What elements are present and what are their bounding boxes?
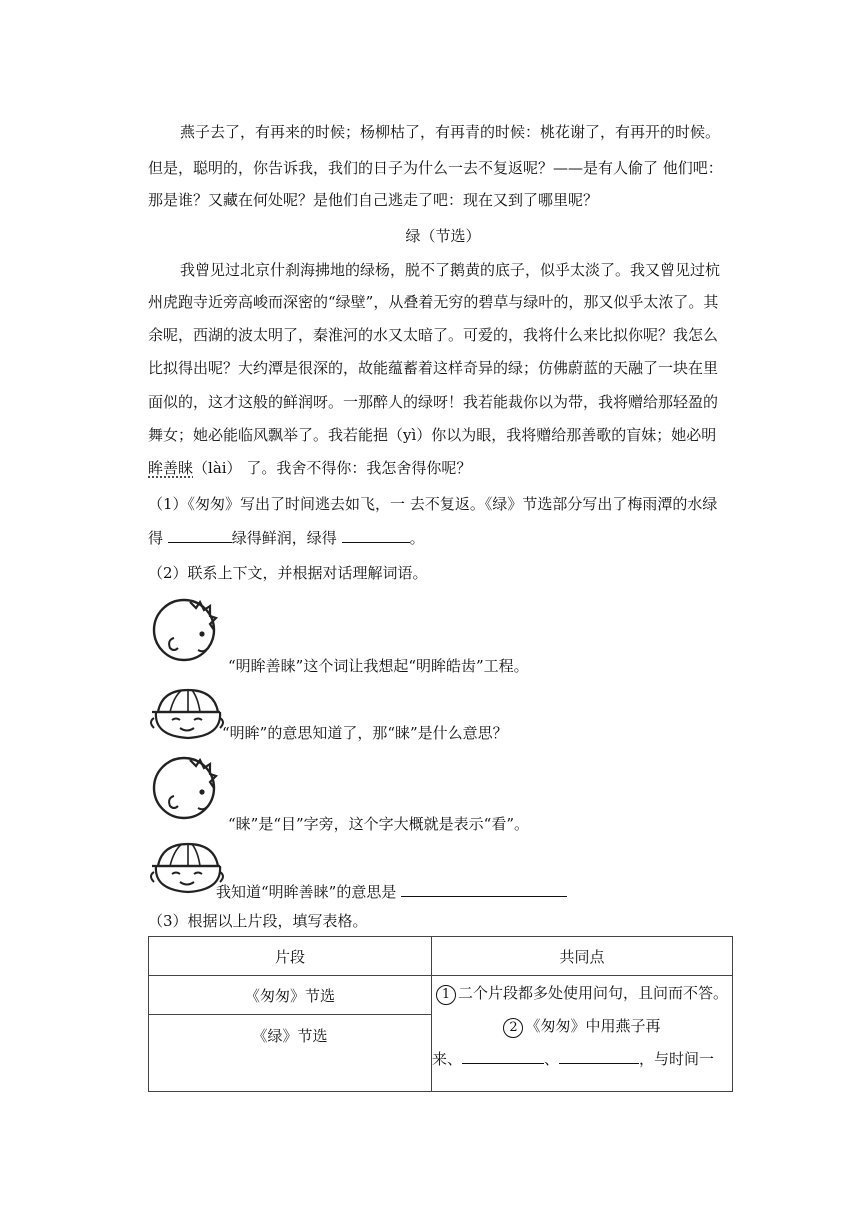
q2-prompt: （2）联系上下文，并根据对话理解词语。 [148, 564, 428, 582]
dialogue-line-4 [216, 882, 567, 902]
passage1-line3: 那是谁？又藏在何处呢？是他们自己逃走了吧：现在又到了哪里呢？ [148, 191, 599, 209]
passage2-line3: 余呢，西湖的波太明了，秦淮河的水又太暗了。可爱的，我将什么来比拟你呢？我怎么 [148, 326, 719, 344]
passage2-line7-rest: （lài） 了。我舍不得你：我怎舍得你呢？ [193, 459, 472, 477]
q1-text-a: 得 [148, 529, 168, 547]
q1-text-b: 绿得鲜润，绿得 [231, 529, 342, 547]
passage1-line2: 但是，聪明的，你告诉我，我们的日子为什么一去不复返呢？——是有人偷了 他们吧： [148, 159, 723, 177]
answer-blank-5[interactable] [559, 1049, 639, 1064]
table-header-segment: 片段 [149, 937, 432, 976]
boy-with-cap-icon [148, 686, 224, 742]
circled-number-2: 2 [503, 1018, 523, 1038]
passage2-title: 绿（节选） [405, 227, 481, 245]
circled-number-1: 1 [436, 985, 456, 1005]
boy-with-cap-icon [148, 840, 224, 896]
dialogue-line-1: “明眸善睐”这个词让我想起“明眸皓齿”工程。 [228, 657, 529, 675]
table-common-points-cell [431, 976, 732, 1092]
q1-line2 [148, 528, 738, 548]
q1-line1: （1）《匆匆》写出了时间逃去如飞，一 去不复返。《绿》节选部分写出了梅雨潭的水绿 [148, 495, 718, 513]
answer-blank-3[interactable] [401, 882, 567, 897]
answer-blank-2[interactable] [342, 528, 410, 543]
boy-face-icon [150, 594, 220, 666]
table-row-congcong: 《匆匆》节选 [149, 976, 432, 1015]
emphasized-word: 眸善睐 [148, 459, 194, 477]
boy-face-icon [150, 752, 220, 824]
passage2-line6: 舞女；她必能临风飘举了。我若能挹（yì）你以为眼，我将赠给那善歌的盲妹；她必明 [148, 426, 717, 444]
passage2-line4: 比拟得出呢？大约潭是很深的，故能蕴蓄着这样奇异的绿；仿佛蔚蓝的天融了一块在里 [148, 359, 719, 377]
q3-prompt: （3）根据以上片段，填写表格。 [148, 912, 368, 930]
cont-text-b: 、 [544, 1050, 560, 1068]
common-point-2-continued [432, 1048, 728, 1070]
answer-blank-4[interactable] [462, 1049, 544, 1064]
passage2-line2: 州虎跑寺近旁高峻而深密的“绿壁”，从叠着无穷的碧草与绿叶的，那又似乎太浓了。其 [148, 293, 719, 311]
dialogue-line-4-text: 我知道“明眸善睐”的意思是 [216, 883, 402, 901]
passage2-line1: 我曾见过北京什刹海拂地的绿杨，脱不了鹅黄的底子，似乎太淡了。我又曾见过杭 [180, 261, 721, 279]
cont-text-a: 来、 [431, 1050, 462, 1068]
passage1-line1: 燕子去了，有再来的时候；杨柳枯了，有再青的时候：桃花谢了，有再开的时候。 [180, 123, 721, 141]
q1-text-c: 。 [409, 529, 425, 547]
common-point-1 [436, 982, 728, 1005]
table-row-lv: 《绿》节选 [149, 1015, 432, 1092]
dialogue-line-2: “明眸”的意思知道了，那“睐”是什么意思？ [222, 724, 508, 742]
table-header-common: 共同点 [431, 937, 732, 976]
common-point-2 [436, 1015, 728, 1038]
passage2-line5: 面似的，这才这般的鲜润呀。一那醉人的绿呀！我若能裁你以为带，我将赠给那轻盈的 [148, 393, 719, 411]
answer-blank-1[interactable] [168, 528, 232, 543]
answer-table [148, 936, 733, 1092]
passage2-line7 [148, 458, 738, 478]
cont-text-c: ，与时间一 [639, 1050, 715, 1068]
dialogue-line-3: “睐”是“目”字旁，这个字大概就是表示“看”。 [228, 815, 530, 833]
common-point-2-text: 《匆匆》中用燕子再 [525, 1017, 661, 1035]
common-point-1-text: 二个片段都多处使用问句，且问而不答。 [457, 984, 728, 1002]
